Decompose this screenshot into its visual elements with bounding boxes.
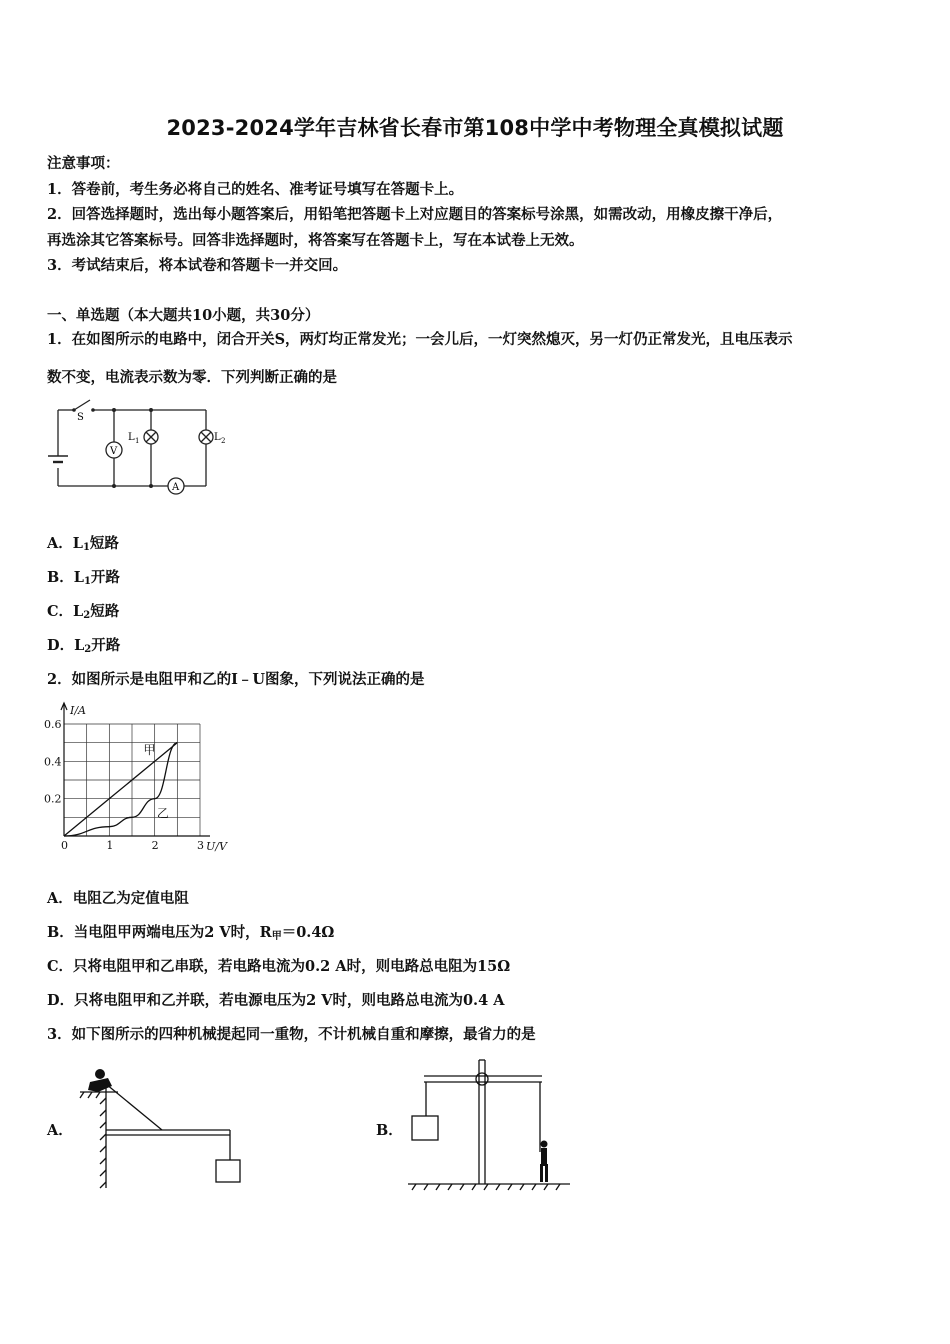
notice-item: 3．考试结束后，将本试卷和答题卡一并交回。 bbox=[47, 257, 348, 274]
q2-option-b: B．当电阻甲两端电压为2 V时，$R_甲=0.4\Omega$ bbox=[47, 924, 335, 942]
switch-label: S bbox=[77, 412, 84, 423]
series-jia-label: 甲 bbox=[143, 742, 156, 757]
q3-option-a-label: A． bbox=[47, 1122, 73, 1139]
q3-figure-b-pulley bbox=[404, 1056, 574, 1192]
y-tick-label: 0.6 bbox=[44, 718, 62, 731]
q1-option-b: B．$L_1$开路 bbox=[47, 569, 120, 587]
lamp1-label: L bbox=[128, 432, 135, 443]
notice-item: 2．回答选择题时，选出每小题答案后，用铅笔把答题卡上对应题目的答案标号涂黑，如需改动，用橡皮擦干净后， bbox=[47, 206, 783, 223]
q3-option-b-label: B． bbox=[376, 1122, 403, 1139]
voltmeter-label: V bbox=[110, 446, 118, 457]
q2-option-d: D．只将电阻甲和乙并联，若电源电压为2 V时，则电路总电流为0.4 A bbox=[47, 992, 505, 1009]
series-yi-label: 乙 bbox=[156, 806, 169, 821]
x-tick-label: 1 bbox=[106, 839, 114, 852]
y-tick-label: 0.4 bbox=[44, 755, 62, 769]
notice-item: 1．答卷前，考生务必将自己的姓名、准考证号填写在答题卡上。 bbox=[47, 181, 464, 198]
ammeter-label: A bbox=[172, 482, 180, 493]
q1-option-d: D．$L_2$开路 bbox=[47, 637, 121, 655]
x-tick-label: 2 bbox=[151, 839, 159, 852]
q1-option-a: A．$L_1$短路 bbox=[47, 535, 119, 553]
x-tick-label: 0 bbox=[61, 839, 68, 852]
x-axis-label: U/V bbox=[206, 840, 227, 853]
section-heading: 一、单选题（本大题共10小题，共30分） bbox=[47, 307, 320, 324]
q2-iu-chart bbox=[40, 700, 227, 853]
q1-stem-line1: 1．在如图所示的电路中，闭合开关S，两灯均正常发光；一会儿后，一灯突然熄灭，另一灯仍正常发光，且电压表示 bbox=[47, 331, 793, 348]
q1-circuit-diagram bbox=[44, 396, 234, 496]
notice-heading: 注意事项： bbox=[47, 155, 120, 172]
q2-stem: 2．如图所示是电阻甲和乙的I﹣U图象，下列说法正确的是 bbox=[47, 671, 425, 688]
q3-stem: 3．如下图所示的四种机械提起同一重物，不计机械自重和摩擦，最省力的是 bbox=[47, 1026, 536, 1043]
lamp2-label: L bbox=[214, 432, 221, 443]
notice-item: 再选涂其它答案标号。回答非选择题时，将答案写在答题卡上，写在本试卷上无效。 bbox=[47, 232, 584, 249]
page-title: 2023-2024学年吉林省长春市第108中学中考物理全真模拟试题 bbox=[166, 116, 784, 140]
q1-option-c: C．$L_2$短路 bbox=[47, 603, 120, 621]
q3-figure-a-lever bbox=[76, 1064, 256, 1190]
y-tick-label: 0.2 bbox=[44, 792, 62, 806]
q2-option-a: A．电阻乙为定值电阻 bbox=[47, 890, 189, 907]
lamp2-subscript: 2 bbox=[221, 437, 226, 445]
y-axis-label: I/A bbox=[70, 704, 86, 717]
q1-stem-line2: 数不变，电流表示数为零．下列判断正确的是 bbox=[47, 369, 337, 386]
x-tick-label: 3 bbox=[197, 839, 204, 852]
q2-option-c: C．只将电阻甲和乙串联，若电路电流为0.2 A时，则电路总电阻为15Ω bbox=[47, 958, 511, 975]
lamp1-subscript: 1 bbox=[135, 437, 140, 445]
